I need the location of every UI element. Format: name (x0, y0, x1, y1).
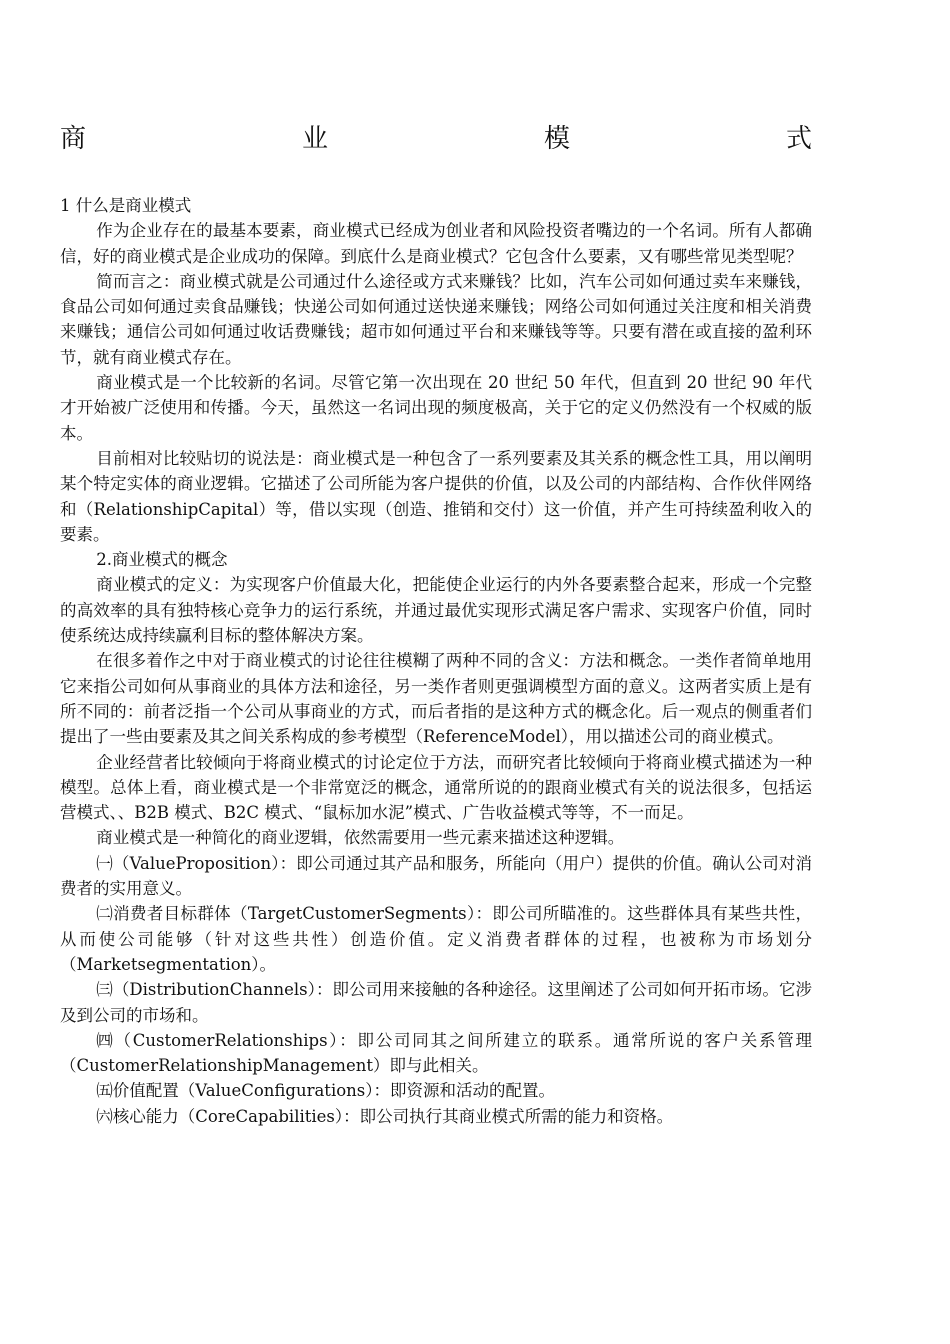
title-char: 业 (301, 124, 328, 154)
paragraph: 商业模式是一个比较新的名词。尽管它第一次出现在 20 世纪 50 年代，但直到 20 世纪 90 年代才开始被广泛使用和传播。今天，虽然这一名词出现的频度极高，关于它的定义仍然没有一个权威的版本。 (60, 373, 812, 443)
list-item: ㈥核心能力（CoreCapabilities）：即公司执行其商业模式所需的能力和资格。 (96, 1106, 674, 1126)
list-item: ㈡消费者目标群体（TargetCustomerSegments）：即公司所瞄准的。这些群体具有某些共性，从而使公司能够（针对这些共性）创造价值。定义消费者群体的过程，也被称为市场划分（Marketsegmentation）。 (60, 904, 812, 974)
paragraph: 在很多着作之中对于商业模式的讨论往往模糊了两种不同的含义：方法和概念。一类作者简单地用它来指公司如何从事商业的具体方法和途径，另一类作者则更强调模型方面的意义。这两者实质上是有所不同的：前者泛指一个公司从事商业的方式，而后者指的是这种方式的概念化。后一观点的侧重者们提出了一些由要素及其之间关系构成的参考模型（ReferenceModel），用以描述公司的商业模式。 (60, 651, 812, 747)
paragraph: 商业模式是一种简化的商业逻辑，依然需要用一些元素来描述这种逻辑。 (96, 828, 625, 848)
list-item: ㈣（CustomerRelationships）：即公司同其之间所建立的联系。通常所说的客户关系管理（CustomerRelationshipManagement）即与此相关。 (60, 1030, 812, 1076)
document-body (60, 193, 812, 1129)
paragraph: 简而言之：商业模式就是公司通过什么途径或方式来赚钱？比如，汽车公司如何通过卖车来赚钱，食品公司如何通过卖食品赚钱；快递公司如何通过送快递来赚钱；网络公司如何通过关注度和相关消费来赚钱；通信公司如何通过收话费赚钱；超市如何通过平台和来赚钱等等。只要有潜在或直接的盈利环节，就有商业模式存在。 (60, 271, 812, 367)
list-item: ㈤价值配置（ValueConfigurations）：即资源和活动的配置。 (96, 1081, 555, 1101)
list-item: ㈢（DistributionChannels）：即公司用来接触的各种途径。这里阐述了公司如何开拓市场。它涉及到公司的市场和。 (60, 980, 812, 1025)
title-char: 商 (60, 124, 87, 154)
paragraph: 目前相对比较贴切的说法是：商业模式是一种包含了一系列要素及其关系的概念性工具，用以阐明某个特定实体的商业逻辑。它描述了公司所能为客户提供的价值，以及公司的内部结构、合作伙伴网络和（RelationshipCapital）等，借以实现（创造、推销和交付）这一价值，并产生可持续盈利收入的要素。 (60, 448, 812, 544)
section-heading: 2.商业模式的概念 (96, 550, 228, 570)
paragraph: 作为企业存在的最基本要素，商业模式已经成为创业者和风险投资者嘴边的一个名词。所有人都确信，好的商业模式是企业成功的保障。到底什么是商业模式？它包含什么要素，又有哪些常见类型呢？ (60, 221, 812, 266)
title-char: 式 (785, 124, 812, 154)
paragraph: 企业经营者比较倾向于将商业模式的讨论定位于方法，而研究者比较倾向于将商业模式描述为一种模型。总体上看，商业模式是一个非常宽泛的概念，通常所说的的跟商业模式有关的说法很多，包括运营模式、、B2B 模式、B2C 模式、“鼠标加水泥”模式、广告收益模式等等，不一而足。 (60, 752, 812, 823)
document-title (60, 122, 812, 156)
title-char: 模 (543, 124, 570, 154)
list-item: ㈠（ValueProposition）：即公司通过其产品和服务，所能向（用户）提供的价值。确认公司对消费者的实用意义。 (60, 853, 812, 899)
section-heading: 1 什么是商业模式 (60, 196, 192, 215)
paragraph: 商业模式的定义：为实现客户价值最大化，把能使企业运行的内外各要素整合起来，形成一个完整的高效率的具有独特核心竞争力的运行系统，并通过最优实现形式满足客户需求、实现客户价值，同时使系统达成持续赢利目标的整体解决方案。 (60, 575, 812, 646)
